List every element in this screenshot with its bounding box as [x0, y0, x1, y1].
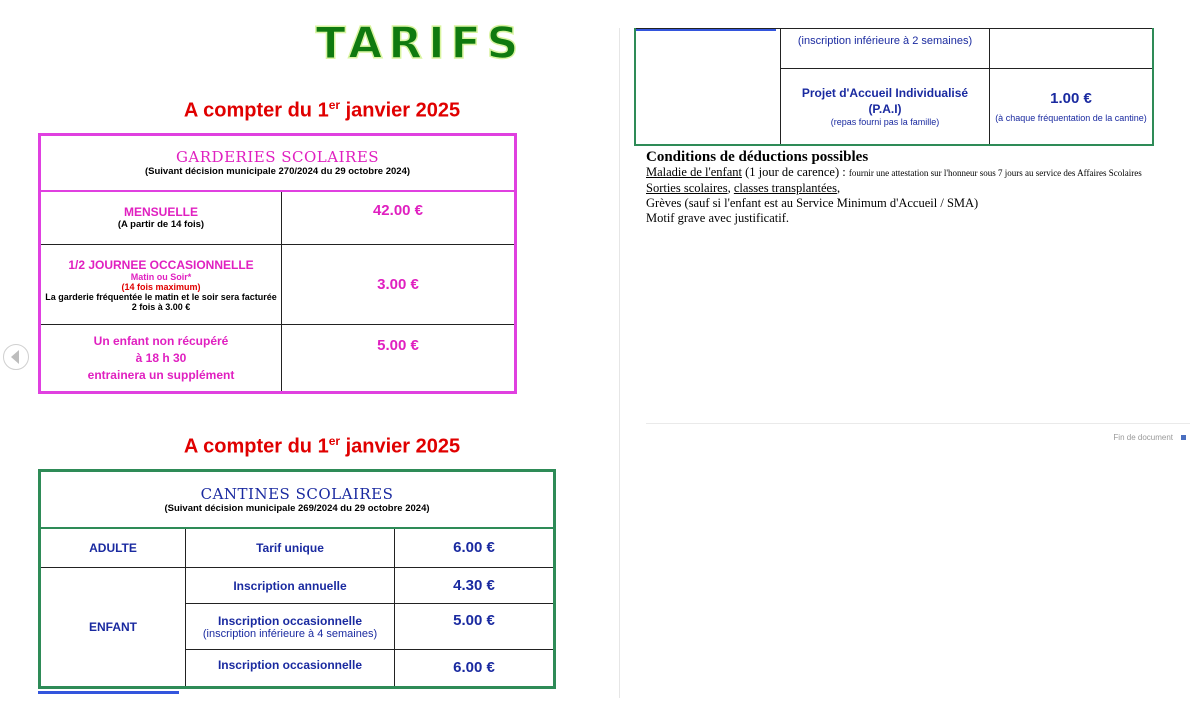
square-icon [1181, 435, 1186, 440]
table-row: Inscription occasionnelle 6.00 € [40, 650, 555, 688]
cantine-title: CANTINES SCOLAIRES [200, 484, 394, 503]
page-title: TARIFS [315, 18, 525, 69]
end-of-document: Fin de document [1113, 433, 1186, 442]
cantine-table [38, 469, 556, 689]
condition-maladie: Maladie de l'enfant (1 jour de carence) : fournir une attestation sur l'honneur sous 7 jours au service des Affaires Scolaires [646, 165, 1142, 179]
condition-sorties: Sorties scolaires, classes transplantées, [646, 181, 841, 195]
price-supplement: 5.00 € [377, 337, 419, 354]
condition-greves: Grèves (sauf si l'enfant est au Service Minimum d'Accueil / SMA) [646, 196, 979, 210]
date-heading-cantine: A compter du 1er janvier 2025 [183, 434, 461, 458]
table-row: Projet d'Accueil Individualisé (P.A.I) (repas fourni pas la famille) 1.00 € (à chaque fréquentation de la cantine) [635, 69, 1153, 145]
price-occasionnelle-4: 5.00 € [453, 612, 495, 629]
table-row: (inscription inférieure à 2 semaines) [635, 29, 1153, 69]
conditions-section [646, 150, 1176, 226]
price-mensuelle: 42.00 € [372, 201, 424, 219]
table-row: ADULTE Tarif unique 6.00 € [40, 528, 555, 568]
table-row: 1/2 JOURNEE OCCASIONNELLE Matin ou Soir* (14 fois maximum) La garderie fréquentée le matin et le soir sera facturée 2 fois à 3.00 € 3.00 € [40, 245, 516, 325]
garderie-subtitle: (Suivant décision municipale 270/2024 du 29 octobre 2024) [144, 166, 411, 178]
table-row: MENSUELLE (A partir de 14 fois) 42.00 € [40, 191, 516, 245]
page-divider [619, 28, 620, 698]
price-pai: 1.00 € [1050, 89, 1092, 107]
price-annuelle: 4.30 € [453, 576, 495, 594]
price-demi-journee: 3.00 € [377, 275, 419, 293]
conditions-heading: Conditions de déductions possibles [646, 149, 869, 165]
garderie-table [38, 133, 517, 394]
garderie-title: GARDERIES SCOLAIRES [175, 148, 380, 167]
page-break-marker [38, 691, 179, 694]
date-heading-garderie: A compter du 1er janvier 2025 [183, 98, 461, 122]
end-separator [646, 423, 1190, 424]
table-row: Un enfant non récupéré à 18 h 30 entrainera un supplément 5.00 € [40, 325, 516, 393]
price-occasionnelle-2: 6.00 € [453, 659, 495, 676]
chevron-left-icon [11, 350, 19, 364]
table-row: ENFANT Inscription annuelle 4.30 € [40, 568, 555, 604]
price-adulte: 6.00 € [453, 538, 495, 556]
cantine-subtitle: (Suivant décision municipale 269/2024 du 29 octobre 2024) [164, 502, 430, 514]
cantine-table-continued [634, 28, 1154, 146]
condition-motif: Motif grave avec justificatif. [646, 211, 789, 225]
previous-page-button[interactable] [3, 344, 29, 370]
table-row: Inscription occasionnelle (inscription inférieure à 4 semaines) 5.00 € [40, 604, 555, 650]
